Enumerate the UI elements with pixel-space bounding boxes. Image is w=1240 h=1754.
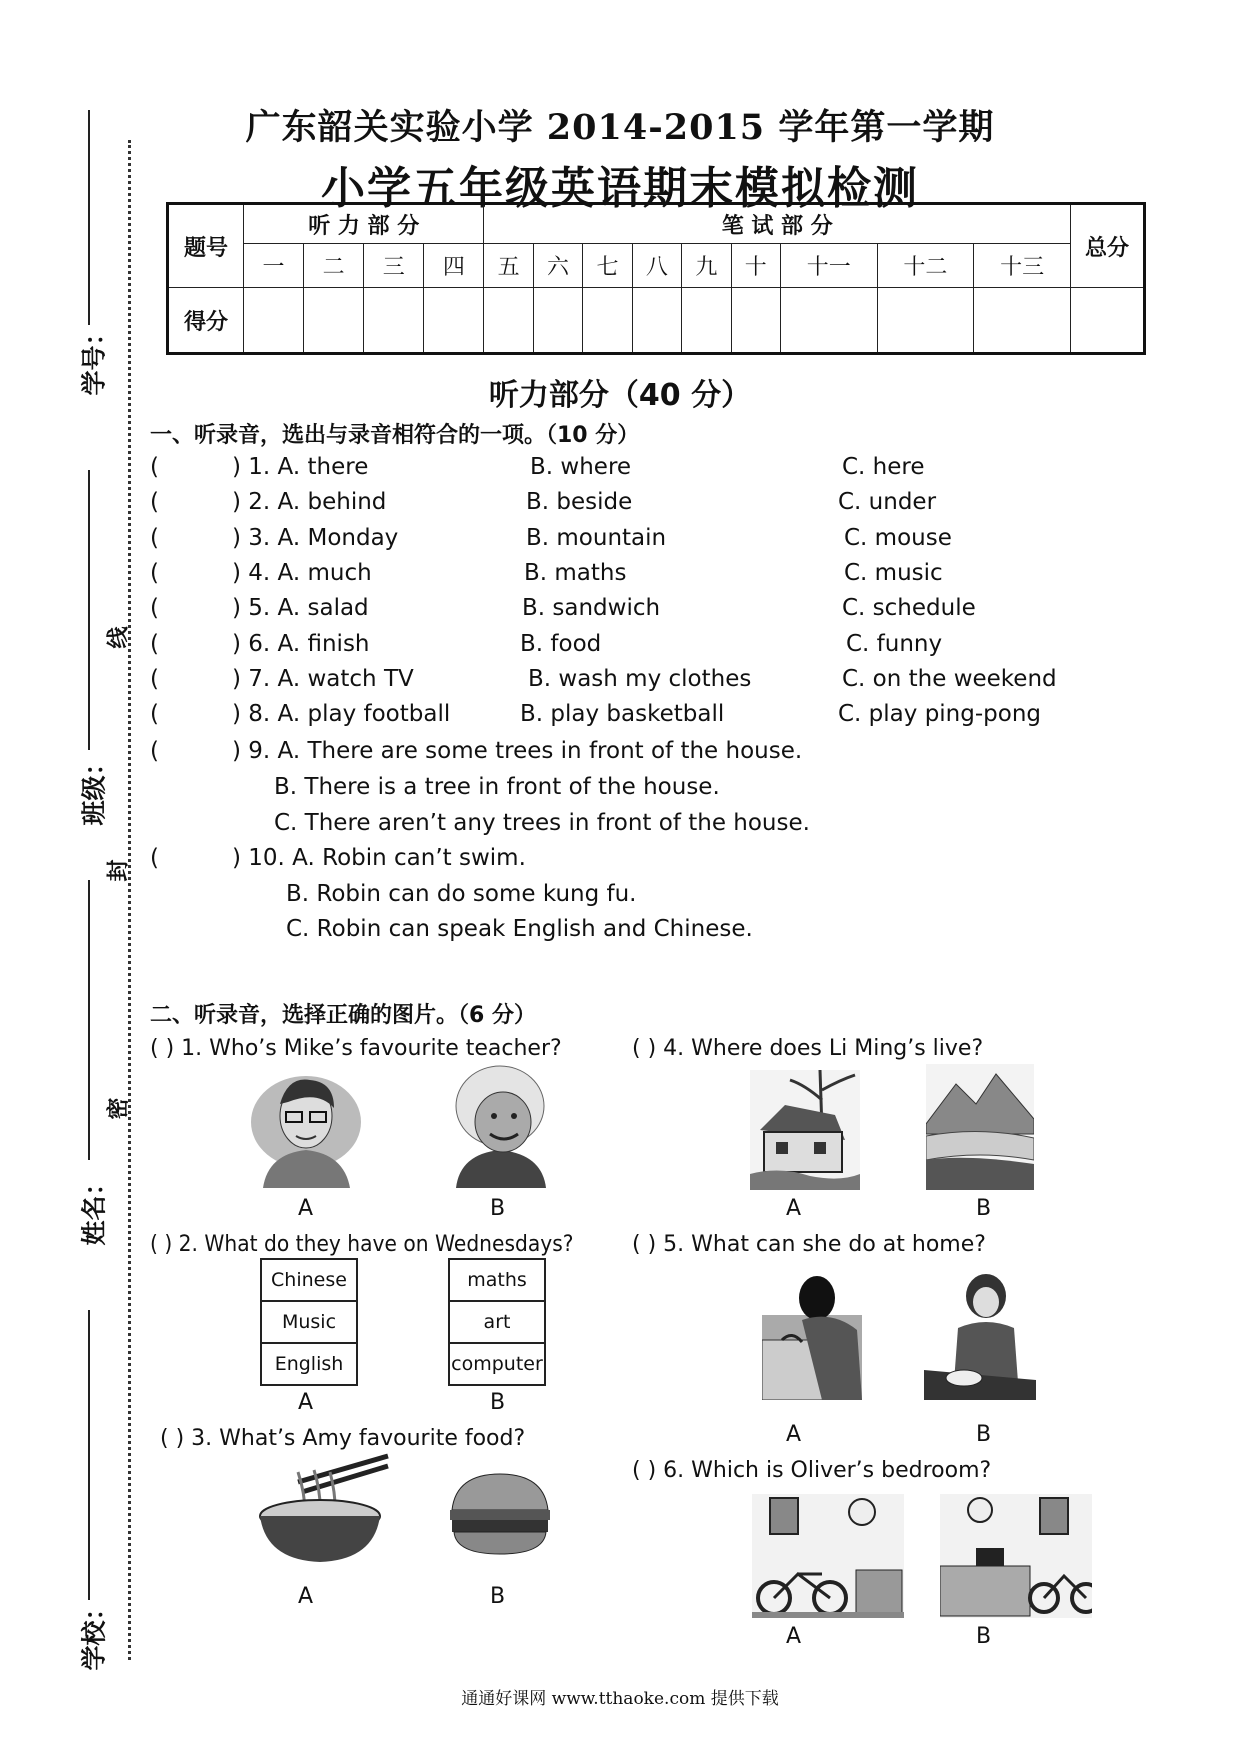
score-blank-cell[interactable] [780,288,877,354]
p2-q2-label-a: A [298,1390,314,1415]
score-table [166,202,1146,355]
option-c: C. mouse [844,525,952,551]
xuexiao-label: 学校： [79,1595,109,1671]
schedule-b-cell: computer [449,1343,545,1385]
house-image [750,1070,860,1190]
q10-option-a: ) 10. A. Robin can’t swim. [232,845,526,871]
option-a: ) 8. A. play football [232,701,451,727]
p2-q2-label-b: B [490,1390,506,1415]
hamburger-image [448,1470,552,1558]
score-blank-cell[interactable] [244,288,304,354]
schedule-b [448,1258,546,1386]
score-blank-cell[interactable] [583,288,632,354]
question-number-cell: 三 [364,244,424,288]
answer-paren: ( [150,560,159,586]
q9-paren: ( [150,738,159,764]
answer-paren: ( [150,595,159,621]
question-number-cell: 五 [484,244,533,288]
p2-q2: ( ) 2. What do they have on Wednesdays? [150,1232,574,1257]
p2-q4: ( ) 4. Where does Li Ming’s live? [632,1036,984,1061]
bedroom-b-image [940,1494,1092,1618]
question-number-cell: 十三 [974,244,1071,288]
question-number-cell: 十二 [877,244,974,288]
teacher-old-woman-image [448,1062,554,1188]
defen-cell: 得分 [168,288,244,354]
total-score-blank-cell[interactable] [1071,288,1145,354]
question-number-cell: 四 [424,244,484,288]
option-c: C. here [842,454,925,480]
answer-paren: ( [150,454,159,480]
mountain-image [926,1064,1034,1190]
tihao-cell: 题号 [168,204,244,288]
schedule-b-cell: art [449,1301,545,1343]
p2-q5-label-a: A [786,1422,802,1447]
exam-title: 小学五年级英语期末模拟检测 [321,163,919,214]
answer-paren: ( [150,701,159,727]
option-c: C. under [838,489,937,515]
zongfen-cell: 总分 [1071,204,1145,288]
p2-q4-label-a: A [786,1196,802,1221]
option-a: ) 4. A. much [232,560,372,586]
answer-paren: ( [150,631,159,657]
answer-paren: ( [150,489,159,515]
q9-option-c: C. There aren’t any trees in front of the house. [274,810,810,836]
listening-title: 听力部分（40 分） [488,378,752,413]
p2-q1-label-b: B [490,1196,506,1221]
option-b: B. maths [524,560,627,586]
xuexiao-line [88,1310,90,1600]
score-blank-cell[interactable] [877,288,974,354]
option-c: C. on the weekend [842,666,1057,692]
part2-title: 二、听录音，选择正确的图片。（6 分） [150,1003,536,1028]
p2-q4-label-b: B [976,1196,992,1221]
girl-washing-image [762,1270,862,1400]
schedule-a-cell: English [261,1343,357,1385]
score-blank-cell[interactable] [424,288,484,354]
seal-mi: 密 [106,1097,132,1120]
question-number-cell: 二 [304,244,364,288]
score-blank-cell[interactable] [974,288,1071,354]
xuehao-label: 学号： [79,320,109,396]
option-c: C. music [844,560,943,586]
option-b: B. play basketball [520,701,725,727]
seal-feng: 封 [106,859,132,882]
banji-line [88,470,90,750]
schedule-a-cell: Music [261,1301,357,1343]
option-b: B. sandwich [522,595,661,621]
binding-dotted-line [128,140,131,1660]
xingming-line [88,880,90,1160]
option-a: ) 2. A. behind [232,489,387,515]
option-b: B. beside [526,489,633,515]
bedroom-a-image [752,1494,904,1618]
question-number-cell: 六 [533,244,582,288]
answer-paren: ( [150,525,159,551]
p2-q3: ( ) 3. What’s Amy favourite food? [160,1426,526,1451]
p2-q3-label-a: A [298,1584,314,1609]
p2-q5-label-b: B [976,1422,992,1447]
question-number-cell: 八 [632,244,681,288]
q10-option-b: B. Robin can do some kung fu. [286,881,637,907]
option-a: ) 1. A. there [232,454,369,480]
answer-paren: ( [150,666,159,692]
schedule-a [260,1258,358,1386]
seal-xian: 线 [106,626,132,649]
xuehao-line [88,110,90,325]
girl-cooking-image [924,1270,1036,1400]
q10-paren: ( [150,845,159,871]
question-number-cell: 一 [244,244,304,288]
p2-q6-label-b: B [976,1624,992,1649]
score-blank-cell[interactable] [484,288,533,354]
score-blank-cell[interactable] [364,288,424,354]
schedule-b-cell: maths [449,1259,545,1301]
p2-q1-label-a: A [298,1196,314,1221]
option-c: C. funny [846,631,943,657]
question-number-cell: 九 [682,244,731,288]
xingming-label: 姓名： [79,1170,109,1246]
p2-q3-label-b: B [490,1584,506,1609]
score-blank-cell[interactable] [632,288,681,354]
banji-label: 班级： [79,750,109,826]
p2-q1: ( ) 1. Who’s Mike’s favourite teacher? [150,1036,562,1061]
q10-option-c: C. Robin can speak English and Chinese. [286,916,753,942]
question-number-cell: 十 [731,244,780,288]
schedule-a-cell: Chinese [261,1259,357,1301]
question-number-cell: 十一 [780,244,877,288]
option-c: C. play ping-pong [838,701,1042,727]
score-blank-cell[interactable] [731,288,780,354]
q9-option-a: ) 9. A. There are some trees in front of the house. [232,738,803,764]
option-b: B. where [530,454,632,480]
noodles-image [258,1452,390,1564]
question-number-cell: 七 [583,244,632,288]
score-blank-cell[interactable] [533,288,582,354]
option-b: B. mountain [526,525,667,551]
listening-header: 听 力 部 分 [244,204,484,244]
p2-q6: ( ) 6. Which is Oliver’s bedroom? [632,1458,992,1483]
writing-header: 笔 试 部 分 [484,204,1071,244]
option-a: ) 3. A. Monday [232,525,399,551]
p2-q6-label-a: A [786,1624,802,1649]
option-c: C. schedule [842,595,976,621]
score-blank-cell[interactable] [304,288,364,354]
option-a: ) 7. A. watch TV [232,666,414,692]
p2-q5: ( ) 5. What can she do at home? [632,1232,986,1257]
score-blank-cell[interactable] [682,288,731,354]
option-b: B. wash my clothes [528,666,752,692]
option-b: B. food [520,631,602,657]
part1-title: 一、听录音，选出与录音相符合的一项。（10 分） [150,423,640,448]
footer: 通通好课网 www.tthaoke.com 提供下载 [461,1689,779,1709]
option-a: ) 5. A. salad [232,595,369,621]
q9-option-b: B. There is a tree in front of the house. [274,774,720,800]
teacher-young-man-image [248,1062,368,1188]
school-line: 广东韶关实验小学 2014-2015 学年第一学期 [245,107,995,148]
option-a: ) 6. A. finish [232,631,370,657]
